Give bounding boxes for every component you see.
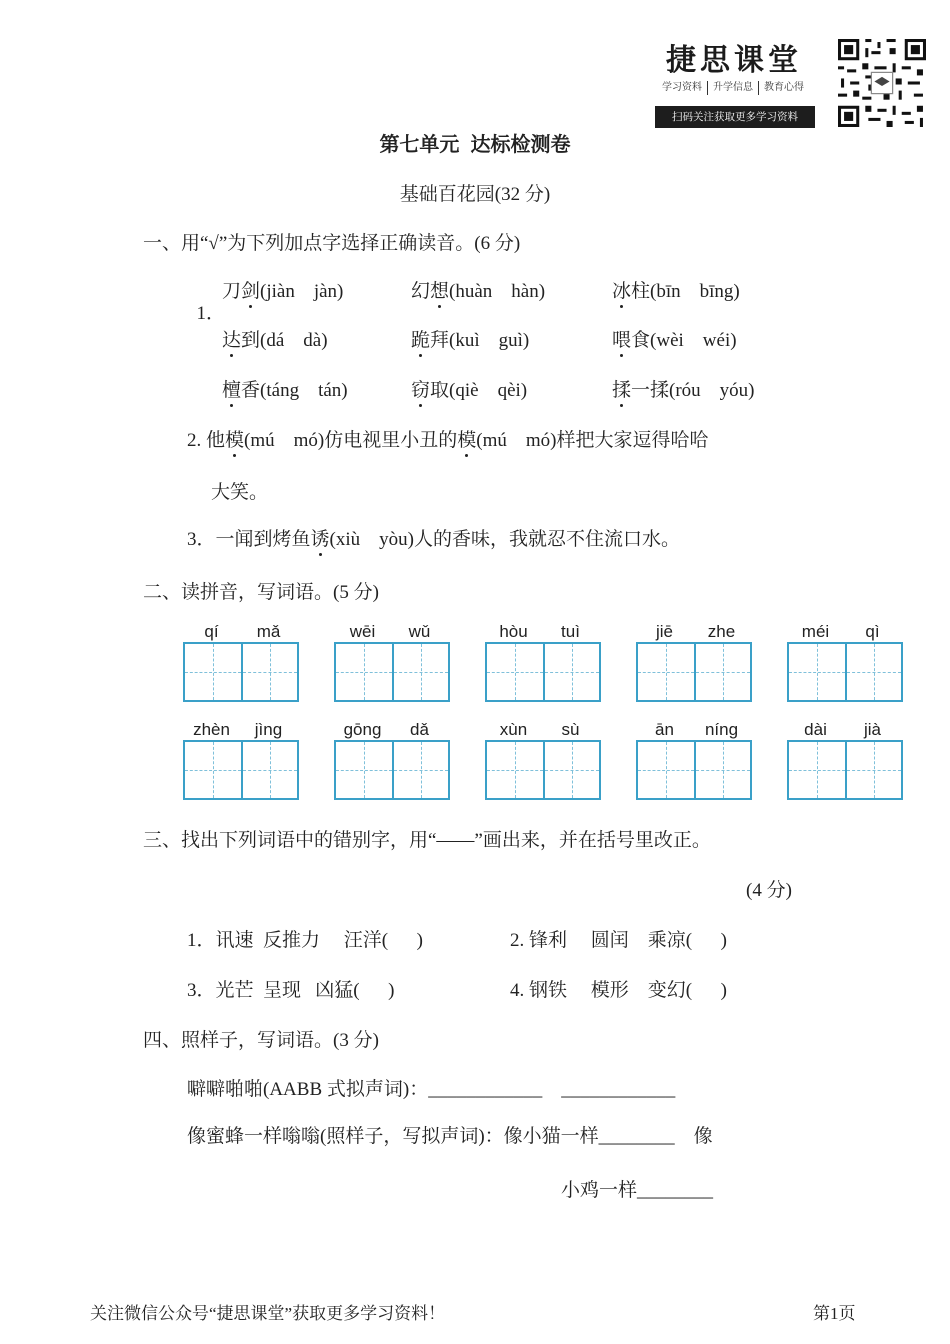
writing-box[interactable] xyxy=(334,642,450,702)
pinyin-syllable: qì xyxy=(865,622,880,641)
writing-cell[interactable] xyxy=(487,742,543,798)
q1-word-text: 一揉 xyxy=(631,380,670,401)
section-subtitle: 基础百花园(32 分) xyxy=(399,184,551,205)
pinyin-grid-unit xyxy=(636,720,750,802)
brand-banner: 扫码关注获取更多学习资料 xyxy=(655,106,815,128)
brand-name: 捷思课堂 xyxy=(666,44,802,77)
writing-cell[interactable] xyxy=(336,742,392,798)
q1-row3-item1 xyxy=(222,375,348,402)
writing-cell[interactable] xyxy=(694,644,750,700)
dotted-char: 喂 xyxy=(612,325,631,352)
q4-heading: 四、照样子，写词语。(3 分) xyxy=(143,1030,379,1051)
q1-word-text: 食 xyxy=(631,330,651,351)
writing-box[interactable] xyxy=(636,740,752,800)
brand-tag: 教育心得 xyxy=(764,82,804,93)
q1-item-number: 1． xyxy=(196,303,226,324)
pinyin-syllable: zhèn xyxy=(193,720,230,739)
pinyin-syllable: jià xyxy=(863,720,881,739)
writing-cell[interactable] xyxy=(845,742,901,798)
writing-box[interactable] xyxy=(485,740,601,800)
dotted-char: 达 xyxy=(222,325,241,352)
q1-item2 xyxy=(187,425,708,452)
q1-row1-item2 xyxy=(411,276,545,303)
q1-row2-item3 xyxy=(612,325,737,352)
pinyin-syllable: dǎ xyxy=(410,720,429,739)
pinyin-syllable: zhe xyxy=(707,622,736,641)
writing-cell[interactable] xyxy=(845,644,901,700)
q1-word-text: 取 xyxy=(430,380,450,401)
pinyin-syllable: tuì xyxy=(561,622,580,641)
dotted-char: 模 xyxy=(457,425,476,452)
pinyin-syllable: gōng xyxy=(343,720,382,739)
q1-item3 xyxy=(187,524,680,551)
q1-text: 2. 他 xyxy=(187,430,226,451)
writing-cell[interactable] xyxy=(694,742,750,798)
pinyin-grid-unit xyxy=(787,622,901,704)
brand-tag: 升学信息 xyxy=(708,81,759,95)
pinyin-syllable: ān xyxy=(655,720,674,739)
q2-heading: 二、读拼音，写词语。(5 分) xyxy=(143,582,379,603)
writing-box[interactable] xyxy=(334,740,450,800)
writing-cell[interactable] xyxy=(392,742,448,798)
q3-line2b: 4. 钢铁 模形 变幻( ) xyxy=(510,980,727,1001)
q1-item2-cont: 大笑。 xyxy=(211,482,269,503)
pinyin-options: (qiè qèi) xyxy=(449,380,528,401)
pinyin-syllable: jiē xyxy=(655,622,673,641)
dotted-char: 剑 xyxy=(241,276,260,303)
q1-heading: 一、用“√”为下列加点字选择正确读音。(6 分) xyxy=(143,233,521,254)
writing-box[interactable] xyxy=(183,740,299,800)
writing-cell[interactable] xyxy=(185,644,241,700)
writing-cell[interactable] xyxy=(789,742,845,798)
pinyin-syllable: jìng xyxy=(254,720,283,739)
dotted-char: 冰 xyxy=(612,276,631,303)
pinyin-syllable: wǔ xyxy=(408,622,431,641)
pinyin-syllable: níng xyxy=(704,720,739,739)
pinyin-syllable: mǎ xyxy=(256,622,281,641)
q3-line1b: 2. 锋利 圆闰 乘凉( ) xyxy=(510,930,727,951)
dotted-char: 揉 xyxy=(612,375,631,402)
q1-word-text: 到 xyxy=(241,330,261,351)
brand-tags xyxy=(657,81,809,95)
dotted-char: 窃 xyxy=(411,375,430,402)
q1-word-text: 香 xyxy=(241,380,261,401)
pinyin-grid-unit xyxy=(485,622,599,704)
pinyin-options: (huàn hàn) xyxy=(449,281,546,302)
page-title: 第七单元 达标检测卷 xyxy=(379,134,571,156)
q1-text: (mú mó)样把大家逗得哈哈 xyxy=(476,430,709,451)
pinyin-grid-unit xyxy=(485,720,599,802)
q1-row1-item3 xyxy=(612,276,740,303)
pinyin-options: (wèi wéi) xyxy=(650,330,737,351)
pinyin-syllable: wēi xyxy=(349,622,376,641)
writing-box[interactable] xyxy=(636,642,752,702)
q1-word-text: 拜 xyxy=(430,330,450,351)
dotted-char: 檀 xyxy=(222,375,241,402)
pinyin-options: (bīn bīng) xyxy=(650,281,740,302)
pinyin-syllable: méi xyxy=(801,622,830,641)
pinyin-syllable: qí xyxy=(204,622,219,641)
writing-box[interactable] xyxy=(183,642,299,702)
pinyin-syllable: dài xyxy=(804,720,827,739)
page-number: 第1页 xyxy=(813,1304,856,1323)
writing-box[interactable] xyxy=(485,642,601,702)
q1-word-text: 柱 xyxy=(631,281,651,302)
writing-cell[interactable] xyxy=(638,644,694,700)
writing-cell[interactable] xyxy=(543,742,599,798)
footer-note: 关注微信公众号“捷思课堂”获取更多学习资料！ xyxy=(90,1304,446,1323)
q4-line1: 噼噼啪啪(AABB 式拟声词)：____________ ____________ xyxy=(187,1079,676,1100)
writing-cell[interactable] xyxy=(789,644,845,700)
pinyin-grid-unit xyxy=(787,720,901,802)
q1-text: (mú mó)仿电视里小丑的 xyxy=(244,430,458,451)
q1-text: (xiù yòu)人的香味，我就忍不住流口水。 xyxy=(329,529,680,550)
writing-box[interactable] xyxy=(787,642,903,702)
q1-row2-item2 xyxy=(411,325,529,352)
q3-score: (4 分) xyxy=(746,880,792,901)
q1-word-text: 幻 xyxy=(411,281,431,302)
dotted-char: 诱 xyxy=(311,524,330,551)
q1-row3-item2 xyxy=(411,375,527,402)
brand-tag: 学习资料 xyxy=(657,81,708,95)
pinyin-options: (dá dà) xyxy=(260,330,328,351)
writing-box[interactable] xyxy=(787,740,903,800)
writing-cell[interactable] xyxy=(392,644,448,700)
q3-heading: 三、找出下列词语中的错别字，用“——”画出来，并在括号里改正。 xyxy=(143,830,711,851)
writing-cell[interactable] xyxy=(185,742,241,798)
pinyin-options: (kuì guì) xyxy=(449,330,530,351)
writing-cell[interactable] xyxy=(638,742,694,798)
writing-cell[interactable] xyxy=(241,742,297,798)
q3-line1a: 1．讯速 反推力 汪洋( ) xyxy=(187,930,423,951)
pinyin-syllable: hòu xyxy=(499,622,528,641)
q1-word-text: 刀 xyxy=(222,281,242,302)
pinyin-options: (jiàn jàn) xyxy=(260,281,344,302)
pinyin-options: (táng tán) xyxy=(260,380,348,401)
writing-cell[interactable] xyxy=(543,644,599,700)
pinyin-grid-unit xyxy=(636,622,750,704)
pinyin-grid-unit xyxy=(334,720,448,802)
pinyin-syllable: xùn xyxy=(499,720,528,739)
qr-code-icon xyxy=(838,39,926,127)
pinyin-grid-unit xyxy=(334,622,448,704)
dotted-char: 想 xyxy=(430,276,449,303)
dotted-char: 跪 xyxy=(411,325,430,352)
q1-text: 3．一闻到烤鱼 xyxy=(187,529,311,550)
q1-row1-item1 xyxy=(222,276,343,303)
writing-cell[interactable] xyxy=(336,644,392,700)
q1-row3-item3 xyxy=(612,375,755,402)
q1-row1 xyxy=(187,276,225,325)
writing-cell[interactable] xyxy=(487,644,543,700)
pinyin-options: (róu yóu) xyxy=(669,380,755,401)
pinyin-syllable: sù xyxy=(561,720,580,739)
q4-line3: 小鸡一样________ xyxy=(561,1180,714,1201)
pinyin-grid-unit xyxy=(183,622,297,704)
writing-cell[interactable] xyxy=(241,644,297,700)
q3-line2a: 3．光芒 呈现 凶猛( ) xyxy=(187,980,395,1001)
q1-row2-item1 xyxy=(222,325,328,352)
pinyin-grid-unit xyxy=(183,720,297,802)
q4-line2: 像蜜蜂一样嗡嗡(照样子，写拟声词)：像小猫一样________ 像 xyxy=(187,1126,713,1147)
dotted-char: 模 xyxy=(225,425,244,452)
